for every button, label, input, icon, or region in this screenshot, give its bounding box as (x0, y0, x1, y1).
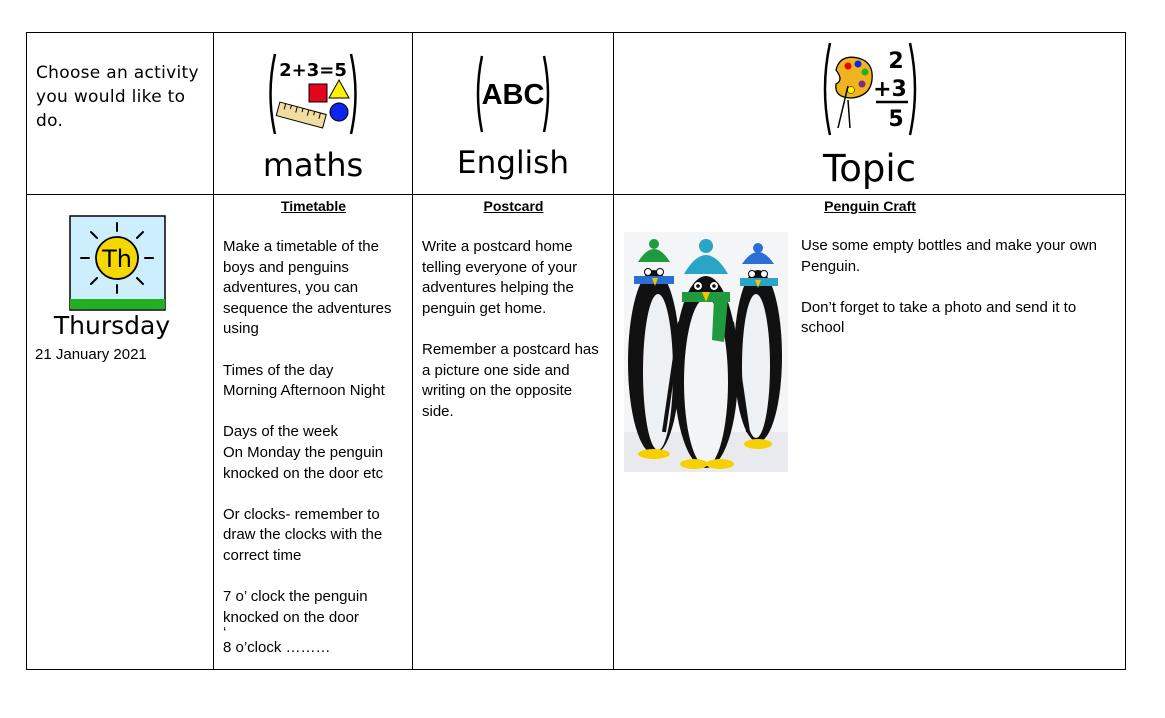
maths-header-cell (214, 33, 413, 195)
topic-task-heading: Penguin Craft (824, 198, 916, 214)
penguin-craft-photo (624, 232, 788, 472)
english-task-heading: Postcard (483, 198, 544, 214)
maths-task-times-heading: Times of the day (223, 361, 334, 379)
day-cell (27, 195, 214, 670)
maths-task-stray-mark: ‘ (223, 624, 227, 642)
english-task-reminder: Remember a postcard has a picture one side and writing on the opposite side. (422, 340, 599, 420)
day-name: Thursday (53, 311, 171, 340)
topic-digit-bot: 5 (887, 107, 904, 132)
english-task-instruction: Write a postcard home telling everyone of your adventures helping the penguin get home. (422, 238, 578, 317)
abc-symbol-icon (473, 53, 553, 135)
maths-task-seven-oclock: 7 o’ clock the penguin knocked on the door (223, 588, 368, 626)
palette-icon (835, 57, 871, 128)
day-abbrev: Th (102, 245, 132, 273)
sun-day-icon (69, 215, 166, 311)
prompt-cell (27, 33, 214, 195)
maths-task-intro: Make a timetable of the boys and penguins adventures, you can sequence the adventures using (223, 238, 392, 338)
english-task-cell (413, 195, 614, 670)
maths-task-times-list: Morning Afternoon Night (223, 382, 385, 400)
maths-task-clocks: Or clocks- remember to draw the clocks with the correct time (223, 505, 383, 564)
english-label: English (457, 145, 569, 181)
topic-digit-top: 2 (887, 49, 904, 74)
maths-equation-text: 2+3=5 (279, 60, 347, 81)
maths-symbol-icon (263, 50, 363, 138)
topic-label: Topic (822, 147, 917, 190)
topic-digit-mid: +3 (872, 77, 907, 102)
prompt-text: Choose an activity you would like to do. (36, 63, 199, 131)
topic-symbol-icon (818, 40, 922, 138)
topic-task-text (801, 236, 1121, 360)
topic-task-instruction: Use some empty bottles and make your own Penguin. (801, 237, 1097, 275)
maths-task-days-heading: Days of the week (223, 423, 339, 441)
topic-header-cell (614, 33, 1126, 195)
maths-task-days-example: On Monday the penguin knocked on the door etc (223, 443, 384, 482)
topic-task-cell (614, 195, 1126, 670)
topic-task-reminder: Don’t forget to take a photo and send it to school (801, 298, 1077, 337)
maths-label: maths (262, 146, 364, 184)
english-header-cell (413, 33, 614, 195)
abc-text: ABC (481, 79, 545, 111)
activity-table (26, 32, 1126, 670)
maths-task-eight-oclock: 8 o’clock ……… (223, 639, 331, 657)
day-date: 21 January 2021 (35, 346, 147, 363)
maths-task-heading: Timetable (280, 198, 347, 214)
maths-task-cell (214, 195, 413, 670)
